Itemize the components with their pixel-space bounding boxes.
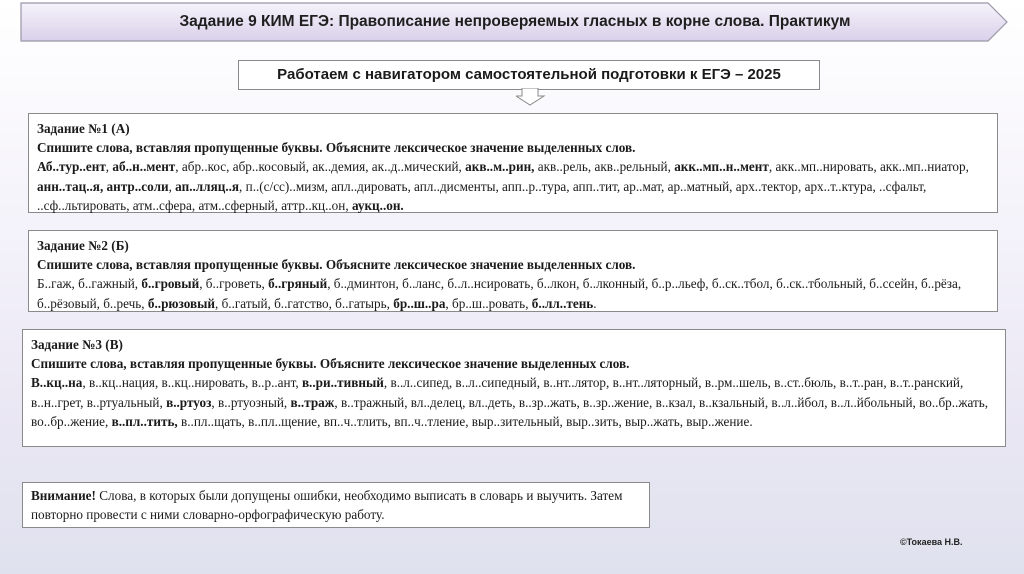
highlighted-word: Аб..тур..ент	[37, 159, 106, 175]
word-text: ,	[105, 159, 113, 175]
task-title: Задание №2 (Б)	[37, 238, 129, 253]
word-text: , п..(с/сс)..мизм, апл..дировать, апл..дисменты, апп..р..тура, апп..тит, ар..мат, ар..матный, арх..тектор, арх..т..ктура, ..сфальт, ..сф..льтировать, атм..сфера, атм..сферный, аттр..кц..он,	[37, 178, 927, 213]
word-text: в..пл..щать, в..пл..щение, вп..ч..тлить, вп..ч..тление, выр..зительный, выр..зить, выр..жать, выр..жение.	[177, 413, 753, 429]
task-words	[31, 373, 997, 431]
word-text: акв..рель, акв..рельный,	[534, 159, 675, 175]
task-instruction: Спишите слова, вставляя пропущенные буквы. Объясните лексическое значение выделенных слов.	[37, 257, 636, 273]
highlighted-word: В..кц..на	[31, 375, 83, 391]
word-text: , акк..мп..нировать, акк..мп..ниатор,	[768, 159, 969, 175]
highlighted-word: бр..ш..ра	[393, 295, 446, 311]
page-title: Задание 9 КИМ ЕГЭ: Правописание непроверяемых гласных в корне слова. Практикум	[179, 13, 851, 30]
task-1-box	[28, 113, 998, 213]
highlighted-word: в..пл..тить,	[111, 413, 178, 429]
highlighted-word: б..гряный	[268, 276, 328, 292]
header-banner	[20, 2, 1008, 42]
task-instruction: Спишите слова, вставляя пропущенные буквы. Объясните лексическое значение выделенных слов.	[31, 356, 630, 372]
highlighted-word: ап..лляц..я	[175, 178, 240, 194]
word-text: , в..ртуозный,	[211, 394, 291, 410]
highlighted-word: в..ри..тивный	[301, 375, 384, 391]
word-text: , абр..кос, абр..косовый, ак..демия, ак..д..мический,	[175, 159, 466, 175]
word-text: , б..дминтон, б..ланс, б..л..нсировать, б..лкон, б..лконный, б..р..льеф, б..ск..тбол, б..ск..тбольный, б..ссейн, б..рёза, б..рёзовый, б..речь,	[37, 276, 962, 311]
word-text: , в..л..сипед, в..л..сипедный, в..нт..лятор, в..нт..ляторный, в..рм..шель, в..ст..бюль, в..т..ран, в..т..ранский, в..н..грет, в..ртуальный,	[31, 375, 964, 410]
attention-lead: Внимание!	[31, 488, 96, 503]
word-text: , в..тражный, вл..делец, вл..деть, в..зр..жать, в..зр..жение, в..кзал, в..кзальный, в..л..йбол, в..л..йбольный, во..бр..жать, во..бр..жение,	[31, 394, 989, 429]
word-text: .	[593, 295, 597, 311]
highlighted-word: б..лл..тень	[531, 295, 594, 311]
word-text: , в..кц..нация, в..кц..нировать, в..р..ант,	[82, 375, 302, 391]
task-words	[37, 157, 989, 215]
word-text: , бр..ш..ровать,	[445, 295, 532, 311]
task-words	[37, 274, 989, 312]
word-text: ,	[168, 178, 176, 194]
highlighted-word: в..траж	[290, 394, 335, 410]
highlighted-word: б..гровый	[141, 276, 200, 292]
highlighted-word: б..рюзовый	[147, 295, 215, 311]
task-title: Задание №1 (А)	[37, 121, 130, 136]
word-text: Б..гаж, б..гажный,	[37, 276, 142, 292]
highlighted-word: акв..м..рин,	[465, 159, 535, 175]
highlighted-word: аукц..он.	[351, 197, 404, 213]
navigator-label: Работаем с навигатором самостоятельной подготовки к ЕГЭ – 2025	[277, 66, 781, 83]
highlighted-word: аб..н..мент	[112, 159, 176, 175]
attention-note	[22, 482, 650, 528]
task-title: Задание №3 (В)	[31, 337, 123, 352]
task-2-box	[28, 230, 998, 312]
word-text: , б..гатый, б..гатство, б..гатырь,	[215, 295, 394, 311]
attention-text: Слова, в которых были допущены ошибки, необходимо выписать в словарь и выучить. Затем повторно провести с ними словарно-орфографическую работу.	[31, 488, 623, 522]
navigator-box	[238, 60, 820, 90]
highlighted-word: акк..мп..н..мент	[674, 159, 769, 175]
task-3-box	[22, 329, 1006, 447]
arrow-down-icon	[516, 88, 546, 106]
task-instruction: Спишите слова, вставляя пропущенные буквы. Объясните лексическое значение выделенных слов.	[37, 140, 636, 156]
highlighted-word: анн..тац..я, антр..соли	[37, 178, 169, 194]
word-text: , б..гроветь,	[199, 276, 269, 292]
copyright: ©Токаева Н.В.	[900, 537, 963, 547]
highlighted-word: в..ртуоз	[166, 394, 212, 410]
